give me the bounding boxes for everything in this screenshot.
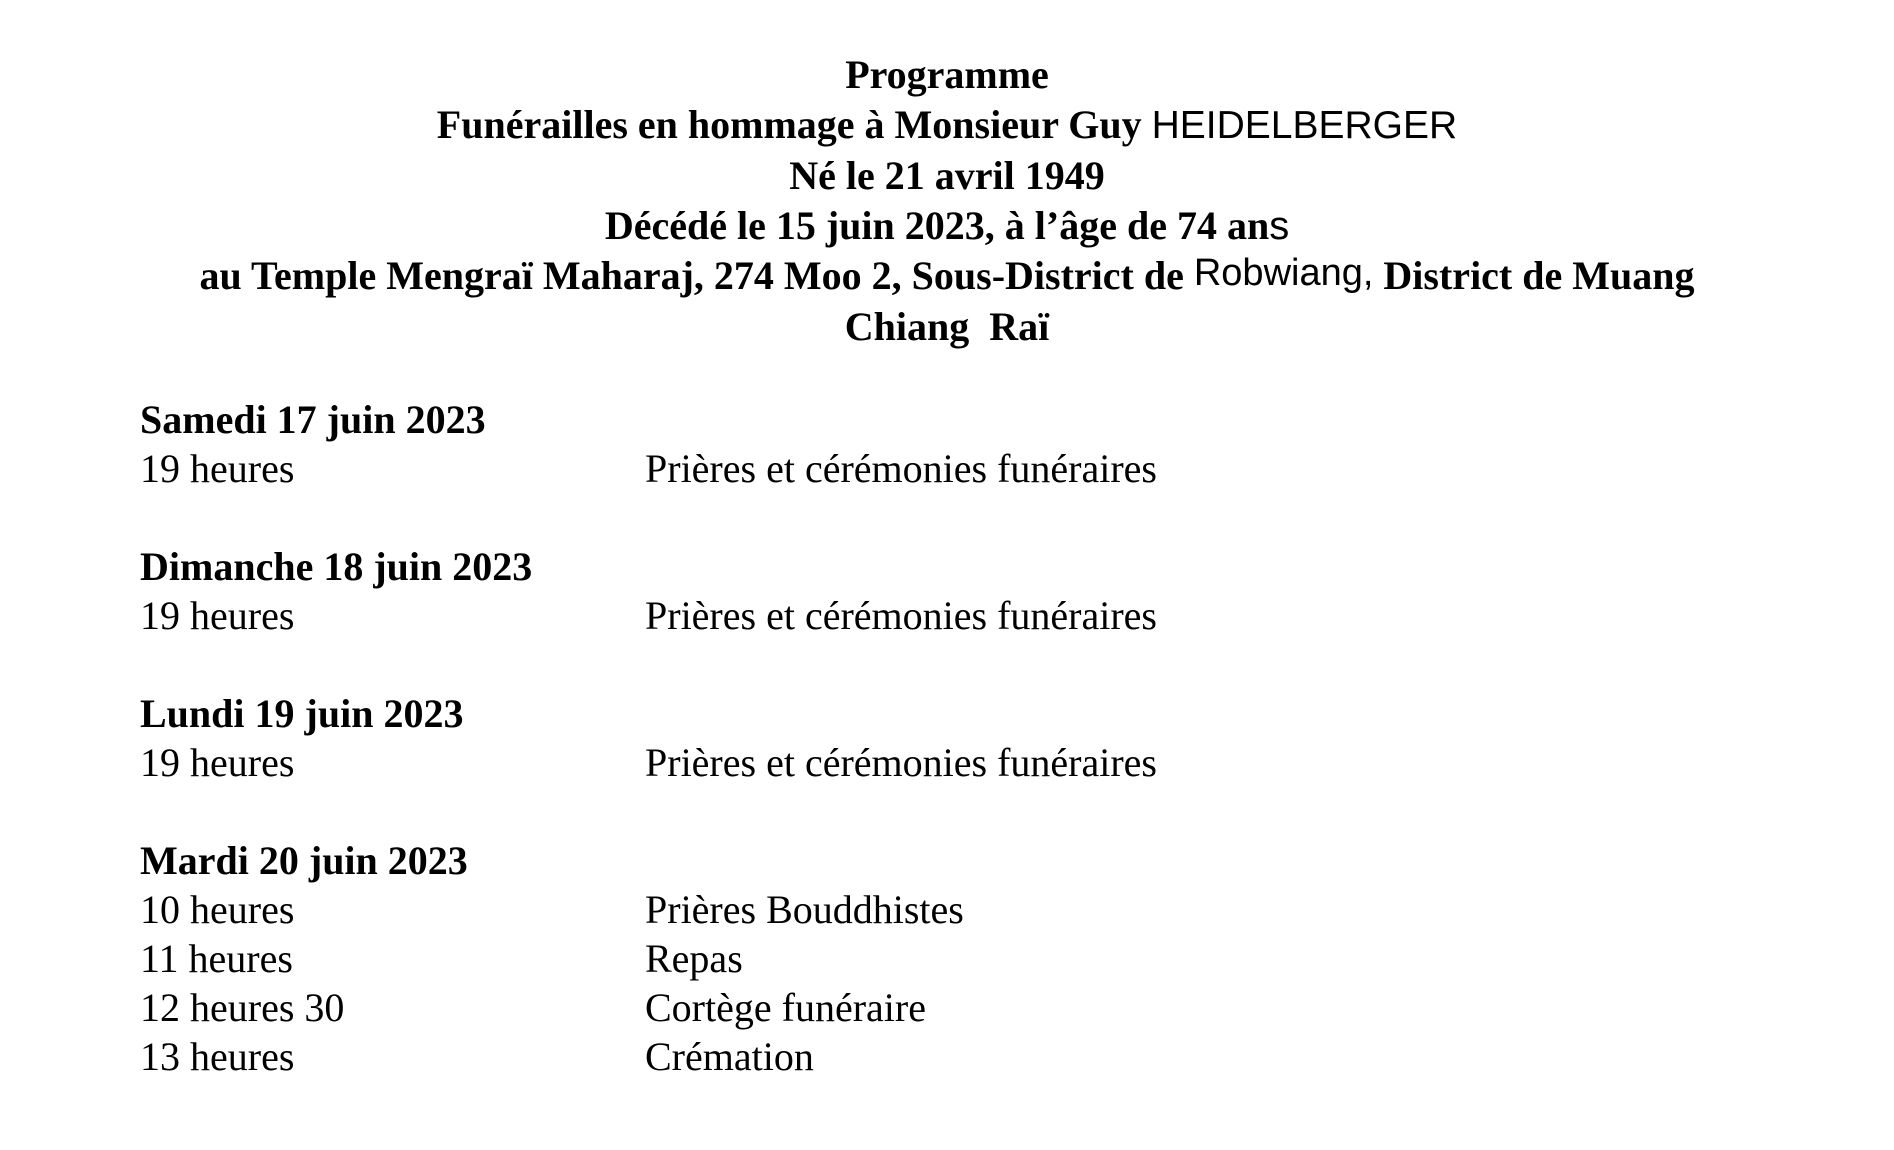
header-dedication-text: Funérailles en hommage à Monsieur Guy [436,102,1142,147]
event-time: 12 heures 30 [140,985,345,1030]
header-location-suffix: District de Muang [1383,253,1695,298]
header-location [0,251,1894,302]
day-title: Dimanche 18 juin 2023 [140,544,533,589]
day-block [140,542,1740,640]
event-activity: Prières et cérémonies funéraires [645,740,1157,785]
day-block [140,836,1740,1081]
event-activity: Cortège funéraire [645,985,926,1030]
header-death-date-suffix: s [1269,204,1290,248]
event-row [140,444,1740,493]
header-death-date-text: Décédé le 15 juin 2023, à l’âge de 74 an [604,203,1270,248]
document-header [0,50,1894,352]
event-row [140,591,1740,640]
header-location-prefix: au Temple Mengraï Maharaj, 274 Moo 2, Sous-District de [199,253,1184,298]
event-time: 13 heures [140,1034,295,1079]
event-time: 11 heures [140,936,293,981]
event-row [140,885,1740,934]
event-activity: Prières Bouddhistes [645,887,964,932]
event-activity: Crémation [645,1034,814,1079]
header-dedication [0,100,1894,151]
day-block [140,689,1740,787]
day-title: Samedi 17 juin 2023 [140,397,486,442]
deceased-name: HEIDELBERGER [1151,104,1458,147]
day-title: Lundi 19 juin 2023 [140,691,464,736]
event-time: 10 heures [140,887,295,932]
event-time: 19 heures [140,446,295,491]
event-row [140,934,1740,983]
header-death-date [0,201,1894,251]
day-block [140,395,1740,493]
header-title: Programme [845,52,1049,97]
header-city: Chiang Raï [844,304,1050,349]
schedule [140,395,1740,1130]
event-row [140,738,1740,787]
event-activity: Prières et cérémonies funéraires [645,446,1157,491]
header-birth-date: Né le 21 avril 1949 [789,153,1105,198]
event-time: 19 heures [140,593,295,638]
event-time: 19 heures [140,740,295,785]
event-row [140,983,1740,1032]
event-row [140,1032,1740,1081]
event-activity: Repas [645,936,743,981]
event-activity: Prières et cérémonies funéraires [645,593,1157,638]
header-location-place: Robwiang, [1193,252,1374,294]
day-title: Mardi 20 juin 2023 [140,838,468,883]
